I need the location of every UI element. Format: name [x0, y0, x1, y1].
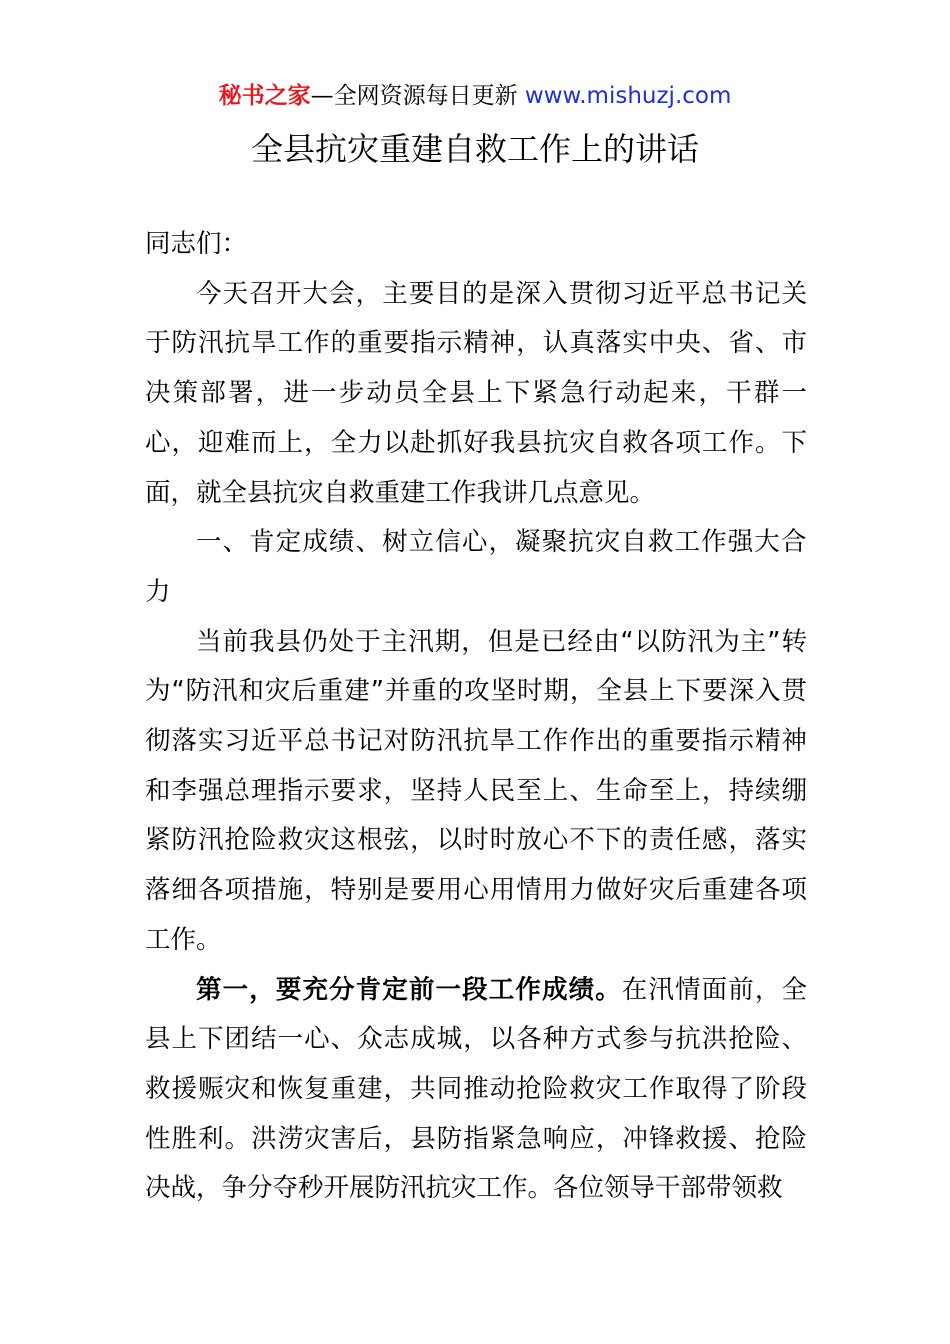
intro-paragraph: 今天召开大会，主要目的是深入贯彻习近平总书记关于防汛抗旱工作的重要指示精神，认真落实中央、省、市决策部署，进一步动员全县上下紧急行动起来，干群一心，迎难而上，全力以赴抓好我县抗灾自救各项工作。下面，就全县抗灾自救重建工作我讲几点意见。 — [145, 278, 807, 508]
point-one-body: 在汛情面前，全县上下团结一心、众志成城，以各种方式参与抗洪抢险、救援赈灾和恢复重建，共同推动抢险救灾工作取得了阶段性胜利。洪涝灾害后，县防指紧急响应，冲锋救援、抢险决战，争分夺秒开展防汛抗灾工作。各位领导干部带领救 — [145, 974, 807, 1204]
document-title: 全县抗灾重建自救工作上的讲话 — [250, 130, 699, 168]
point-one-paragraph — [145, 966, 807, 1215]
salutation: 同志们： — [145, 229, 248, 259]
section-one-paragraph: 当前我县仍处于主汛期，但是已经由“以防汛为主”转为“防汛和灾后重建”并重的攻坚时期，全县上下要深入贯彻落实习近平总书记对防汛抗旱工作作出的重要指示精神和李强总理指示要求，坚持人民至上、生命至上，持续绷紧防汛抢险救灾这根弦，以时时放心不下的责任感，落实落细各项措施，特别是要用心用情用力做好灾后重建各项工作。 — [145, 626, 807, 955]
site-header — [0, 80, 950, 112]
point-one-lead: 第一，要充分肯定前一段工作成绩。 — [196, 974, 622, 1005]
site-url-link[interactable]: www.mishuzj.com — [524, 83, 732, 109]
brand-name: 秘书之家 — [218, 83, 311, 109]
header-tagline: —全网资源每日更新 — [310, 83, 518, 109]
document-body — [145, 220, 807, 1214]
section-one-heading: 一、肯定成绩、树立信心，凝聚抗灾自救工作强大合力 — [145, 527, 807, 607]
